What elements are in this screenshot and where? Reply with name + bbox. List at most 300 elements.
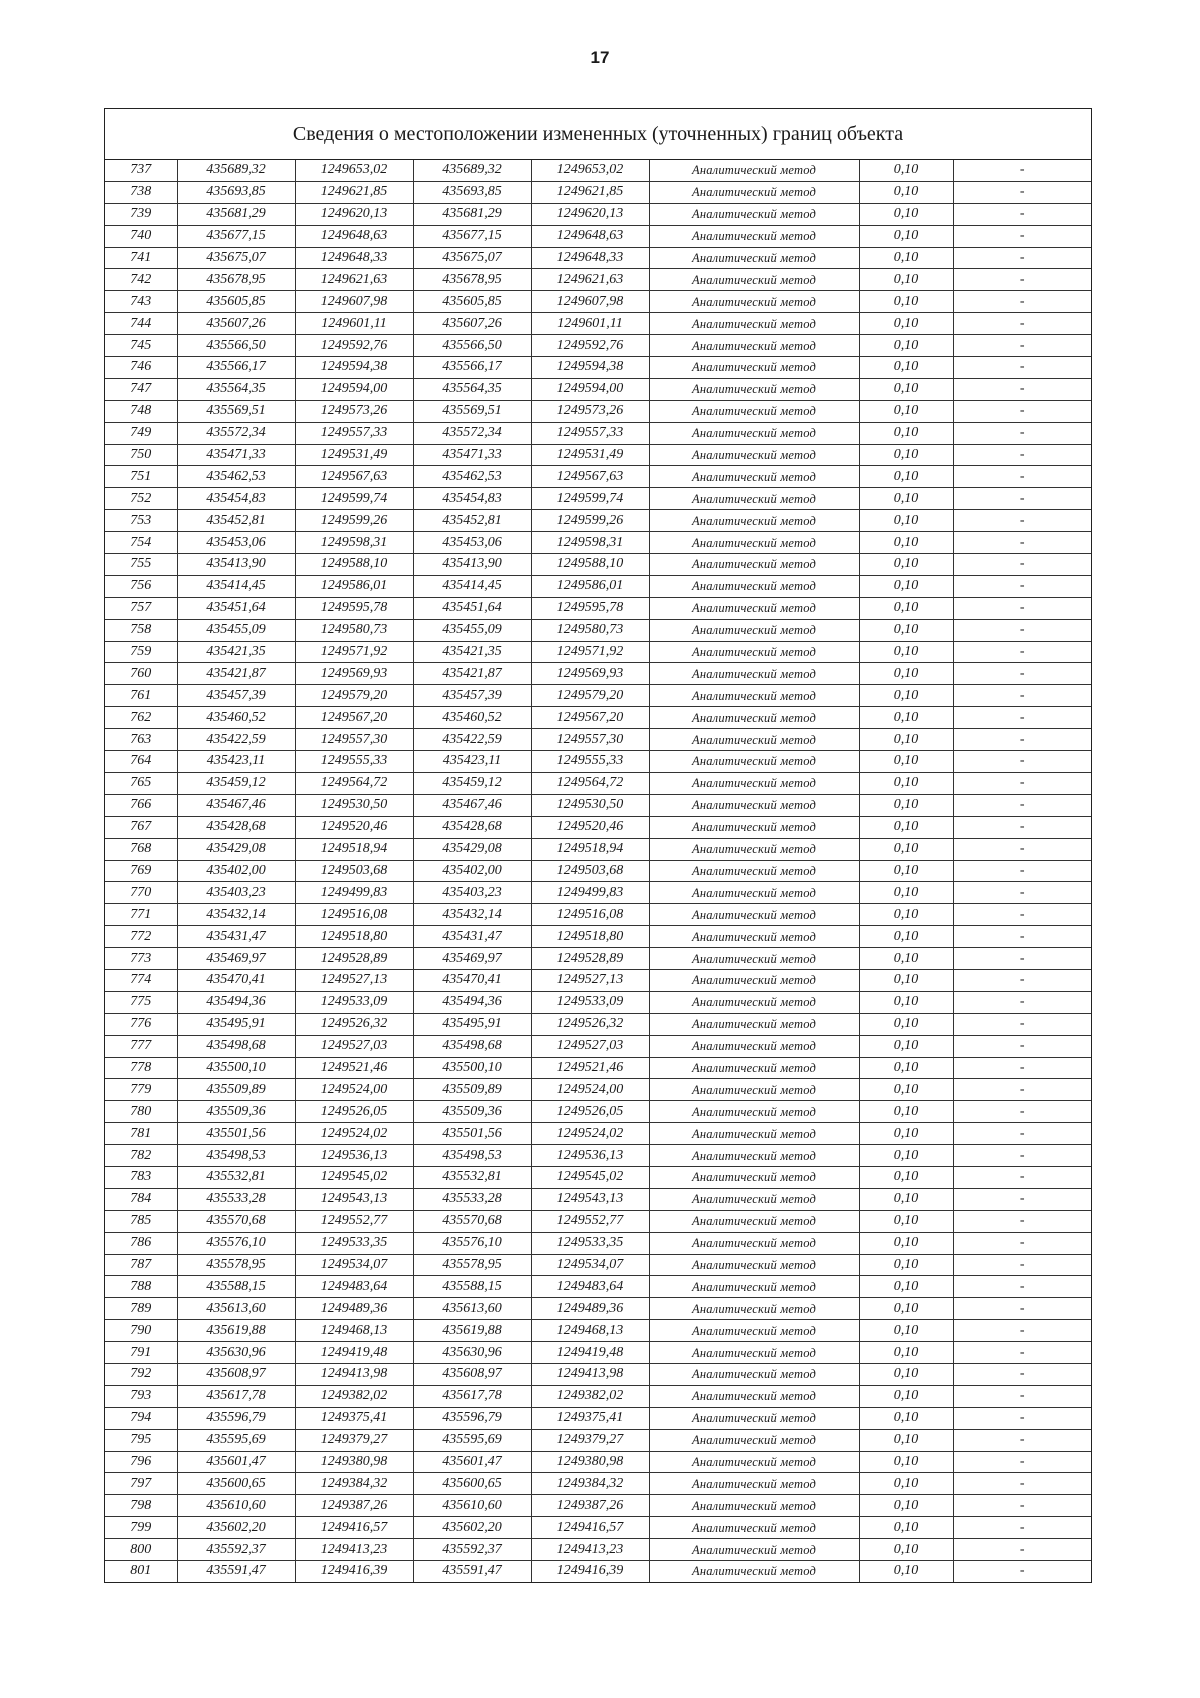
x-updated-cell: 435578,95	[413, 1254, 531, 1276]
method-cell: Аналитический метод	[649, 1123, 859, 1145]
x-existing-cell: 435455,09	[177, 619, 295, 641]
point-number-cell: 757	[105, 597, 177, 619]
y-updated-cell: 1249648,63	[531, 225, 649, 247]
point-number-cell: 790	[105, 1320, 177, 1342]
y-updated-cell: 1249533,09	[531, 991, 649, 1013]
y-updated-cell: 1249533,35	[531, 1232, 649, 1254]
table-row	[105, 969, 1091, 991]
description-cell: -	[953, 1385, 1091, 1407]
description-cell: -	[953, 794, 1091, 816]
x-existing-cell: 435470,41	[177, 969, 295, 991]
point-number-cell: 749	[105, 422, 177, 444]
x-updated-cell: 435617,78	[413, 1385, 531, 1407]
point-number-cell: 775	[105, 991, 177, 1013]
y-existing-cell: 1249598,31	[295, 532, 413, 554]
x-existing-cell: 435602,20	[177, 1517, 295, 1539]
x-existing-cell: 435689,32	[177, 160, 295, 181]
table-row	[105, 838, 1091, 860]
y-updated-cell: 1249621,63	[531, 269, 649, 291]
x-existing-cell: 435608,97	[177, 1363, 295, 1385]
precision-cell: 0,10	[859, 1079, 953, 1101]
description-cell: -	[953, 882, 1091, 904]
y-existing-cell: 1249543,13	[295, 1188, 413, 1210]
x-existing-cell: 435595,69	[177, 1429, 295, 1451]
description-cell: -	[953, 291, 1091, 313]
description-cell: -	[953, 1473, 1091, 1495]
table-row	[105, 1561, 1091, 1582]
y-existing-cell: 1249555,33	[295, 751, 413, 773]
x-existing-cell: 435564,35	[177, 378, 295, 400]
description-cell: -	[953, 838, 1091, 860]
table-row	[105, 1451, 1091, 1473]
x-updated-cell: 435421,35	[413, 641, 531, 663]
table-row	[105, 860, 1091, 882]
point-number-cell: 745	[105, 335, 177, 357]
description-cell: -	[953, 1188, 1091, 1210]
method-cell: Аналитический метод	[649, 1451, 859, 1473]
method-cell: Аналитический метод	[649, 1057, 859, 1079]
y-updated-cell: 1249382,02	[531, 1385, 649, 1407]
point-number-cell: 743	[105, 291, 177, 313]
point-number-cell: 760	[105, 663, 177, 685]
precision-cell: 0,10	[859, 729, 953, 751]
y-updated-cell: 1249530,50	[531, 794, 649, 816]
x-updated-cell: 435470,41	[413, 969, 531, 991]
y-updated-cell: 1249567,20	[531, 707, 649, 729]
precision-cell: 0,10	[859, 1429, 953, 1451]
y-existing-cell: 1249594,00	[295, 378, 413, 400]
x-existing-cell: 435451,64	[177, 597, 295, 619]
table-row	[105, 291, 1091, 313]
point-number-cell: 781	[105, 1123, 177, 1145]
y-existing-cell: 1249579,20	[295, 685, 413, 707]
method-cell: Аналитический метод	[649, 225, 859, 247]
y-existing-cell: 1249607,98	[295, 291, 413, 313]
description-cell: -	[953, 1101, 1091, 1123]
point-number-cell: 782	[105, 1145, 177, 1167]
y-updated-cell: 1249595,78	[531, 597, 649, 619]
y-updated-cell: 1249579,20	[531, 685, 649, 707]
point-number-cell: 758	[105, 619, 177, 641]
table-row	[105, 751, 1091, 773]
method-cell: Аналитический метод	[649, 1035, 859, 1057]
y-updated-cell: 1249567,63	[531, 466, 649, 488]
y-existing-cell: 1249533,09	[295, 991, 413, 1013]
table-row	[105, 335, 1091, 357]
y-updated-cell: 1249599,26	[531, 510, 649, 532]
x-existing-cell: 435607,26	[177, 313, 295, 335]
point-number-cell: 762	[105, 707, 177, 729]
method-cell: Аналитический метод	[649, 1188, 859, 1210]
y-existing-cell: 1249567,63	[295, 466, 413, 488]
precision-cell: 0,10	[859, 225, 953, 247]
table-row	[105, 1013, 1091, 1035]
method-cell: Аналитический метод	[649, 1210, 859, 1232]
y-updated-cell: 1249527,13	[531, 969, 649, 991]
method-cell: Аналитический метод	[649, 772, 859, 794]
point-number-cell: 774	[105, 969, 177, 991]
point-number-cell: 770	[105, 882, 177, 904]
y-existing-cell: 1249620,13	[295, 203, 413, 225]
x-updated-cell: 435501,56	[413, 1123, 531, 1145]
precision-cell: 0,10	[859, 1385, 953, 1407]
table-row	[105, 948, 1091, 970]
table-row	[105, 685, 1091, 707]
point-number-cell: 741	[105, 247, 177, 269]
precision-cell: 0,10	[859, 1166, 953, 1188]
table-row	[105, 1473, 1091, 1495]
description-cell: -	[953, 225, 1091, 247]
precision-cell: 0,10	[859, 313, 953, 335]
y-existing-cell: 1249526,05	[295, 1101, 413, 1123]
method-cell: Аналитический метод	[649, 160, 859, 181]
method-cell: Аналитический метод	[649, 269, 859, 291]
x-existing-cell: 435532,81	[177, 1166, 295, 1188]
x-updated-cell: 435675,07	[413, 247, 531, 269]
y-existing-cell: 1249564,72	[295, 772, 413, 794]
point-number-cell: 739	[105, 203, 177, 225]
method-cell: Аналитический метод	[649, 422, 859, 444]
x-updated-cell: 435630,96	[413, 1342, 531, 1364]
point-number-cell: 785	[105, 1210, 177, 1232]
table-row	[105, 1079, 1091, 1101]
method-cell: Аналитический метод	[649, 751, 859, 773]
x-existing-cell: 435498,53	[177, 1145, 295, 1167]
y-existing-cell: 1249527,13	[295, 969, 413, 991]
y-existing-cell: 1249599,26	[295, 510, 413, 532]
description-cell: -	[953, 1342, 1091, 1364]
table-row	[105, 1407, 1091, 1429]
y-updated-cell: 1249419,48	[531, 1342, 649, 1364]
page-number: 17	[590, 48, 610, 67]
precision-cell: 0,10	[859, 641, 953, 663]
description-cell: -	[953, 751, 1091, 773]
y-updated-cell: 1249387,26	[531, 1495, 649, 1517]
method-cell: Аналитический метод	[649, 181, 859, 203]
precision-cell: 0,10	[859, 1495, 953, 1517]
y-updated-cell: 1249483,64	[531, 1276, 649, 1298]
x-existing-cell: 435421,35	[177, 641, 295, 663]
x-existing-cell: 435569,51	[177, 400, 295, 422]
x-existing-cell: 435630,96	[177, 1342, 295, 1364]
table-row	[105, 400, 1091, 422]
table-row	[105, 510, 1091, 532]
table-row	[105, 444, 1091, 466]
table-row	[105, 729, 1091, 751]
method-cell: Аналитический метод	[649, 1166, 859, 1188]
y-updated-cell: 1249543,13	[531, 1188, 649, 1210]
point-number-cell: 753	[105, 510, 177, 532]
y-existing-cell: 1249569,93	[295, 663, 413, 685]
y-updated-cell: 1249384,32	[531, 1473, 649, 1495]
precision-cell: 0,10	[859, 1561, 953, 1582]
precision-cell: 0,10	[859, 707, 953, 729]
point-number-cell: 737	[105, 160, 177, 181]
y-updated-cell: 1249499,83	[531, 882, 649, 904]
precision-cell: 0,10	[859, 1254, 953, 1276]
x-existing-cell: 435588,15	[177, 1276, 295, 1298]
y-updated-cell: 1249552,77	[531, 1210, 649, 1232]
y-existing-cell: 1249545,02	[295, 1166, 413, 1188]
x-updated-cell: 435460,52	[413, 707, 531, 729]
method-cell: Аналитический метод	[649, 1517, 859, 1539]
x-existing-cell: 435457,39	[177, 685, 295, 707]
method-cell: Аналитический метод	[649, 575, 859, 597]
x-existing-cell: 435613,60	[177, 1298, 295, 1320]
description-cell: -	[953, 422, 1091, 444]
method-cell: Аналитический метод	[649, 1342, 859, 1364]
precision-cell: 0,10	[859, 794, 953, 816]
precision-cell: 0,10	[859, 291, 953, 313]
precision-cell: 0,10	[859, 1407, 953, 1429]
y-updated-cell: 1249531,49	[531, 444, 649, 466]
table-row	[105, 772, 1091, 794]
method-cell: Аналитический метод	[649, 335, 859, 357]
table-row	[105, 1342, 1091, 1364]
method-cell: Аналитический метод	[649, 597, 859, 619]
x-updated-cell: 435564,35	[413, 378, 531, 400]
x-existing-cell: 435600,65	[177, 1473, 295, 1495]
x-updated-cell: 435423,11	[413, 751, 531, 773]
point-number-cell: 750	[105, 444, 177, 466]
precision-cell: 0,10	[859, 181, 953, 203]
precision-cell: 0,10	[859, 991, 953, 1013]
description-cell: -	[953, 729, 1091, 751]
method-cell: Аналитический метод	[649, 1320, 859, 1342]
point-number-cell: 746	[105, 357, 177, 379]
y-existing-cell: 1249534,07	[295, 1254, 413, 1276]
y-existing-cell: 1249528,89	[295, 948, 413, 970]
precision-cell: 0,10	[859, 1517, 953, 1539]
y-updated-cell: 1249524,02	[531, 1123, 649, 1145]
y-updated-cell: 1249557,30	[531, 729, 649, 751]
description-cell: -	[953, 1539, 1091, 1561]
table-row	[105, 488, 1091, 510]
table-row	[105, 357, 1091, 379]
y-existing-cell: 1249379,27	[295, 1429, 413, 1451]
x-updated-cell: 435454,83	[413, 488, 531, 510]
y-existing-cell: 1249503,68	[295, 860, 413, 882]
point-number-cell: 769	[105, 860, 177, 882]
description-cell: -	[953, 860, 1091, 882]
method-cell: Аналитический метод	[649, 313, 859, 335]
x-updated-cell: 435494,36	[413, 991, 531, 1013]
description-cell: -	[953, 269, 1091, 291]
y-existing-cell: 1249530,50	[295, 794, 413, 816]
table-row	[105, 247, 1091, 269]
y-existing-cell: 1249648,33	[295, 247, 413, 269]
precision-cell: 0,10	[859, 488, 953, 510]
description-cell: -	[953, 969, 1091, 991]
x-updated-cell: 435467,46	[413, 794, 531, 816]
point-number-cell: 755	[105, 554, 177, 576]
x-updated-cell: 435566,50	[413, 335, 531, 357]
y-updated-cell: 1249557,33	[531, 422, 649, 444]
x-updated-cell: 435610,60	[413, 1495, 531, 1517]
description-cell: -	[953, 685, 1091, 707]
precision-cell: 0,10	[859, 1145, 953, 1167]
table-row	[105, 1517, 1091, 1539]
x-updated-cell: 435566,17	[413, 357, 531, 379]
y-updated-cell: 1249518,80	[531, 926, 649, 948]
point-number-cell: 792	[105, 1363, 177, 1385]
point-number-cell: 748	[105, 400, 177, 422]
description-cell: -	[953, 1495, 1091, 1517]
description-cell: -	[953, 948, 1091, 970]
description-cell: -	[953, 444, 1091, 466]
x-existing-cell: 435421,87	[177, 663, 295, 685]
x-updated-cell: 435457,39	[413, 685, 531, 707]
x-existing-cell: 435533,28	[177, 1188, 295, 1210]
x-updated-cell: 435403,23	[413, 882, 531, 904]
y-existing-cell: 1249518,80	[295, 926, 413, 948]
x-existing-cell: 435601,47	[177, 1451, 295, 1473]
y-existing-cell: 1249552,77	[295, 1210, 413, 1232]
point-number-cell: 767	[105, 816, 177, 838]
point-number-cell: 798	[105, 1495, 177, 1517]
table-body	[105, 160, 1091, 1582]
y-updated-cell: 1249468,13	[531, 1320, 649, 1342]
y-existing-cell: 1249518,94	[295, 838, 413, 860]
x-existing-cell: 435413,90	[177, 554, 295, 576]
x-updated-cell: 435602,20	[413, 1517, 531, 1539]
x-existing-cell: 435422,59	[177, 729, 295, 751]
x-updated-cell: 435601,47	[413, 1451, 531, 1473]
x-existing-cell: 435414,45	[177, 575, 295, 597]
y-existing-cell: 1249573,26	[295, 400, 413, 422]
y-updated-cell: 1249648,33	[531, 247, 649, 269]
x-existing-cell: 435494,36	[177, 991, 295, 1013]
precision-cell: 0,10	[859, 663, 953, 685]
method-cell: Аналитический метод	[649, 554, 859, 576]
x-existing-cell: 435572,34	[177, 422, 295, 444]
description-cell: -	[953, 597, 1091, 619]
precision-cell: 0,10	[859, 335, 953, 357]
x-updated-cell: 435422,59	[413, 729, 531, 751]
precision-cell: 0,10	[859, 685, 953, 707]
description-cell: -	[953, 181, 1091, 203]
precision-cell: 0,10	[859, 554, 953, 576]
precision-cell: 0,10	[859, 1342, 953, 1364]
method-cell: Аналитический метод	[649, 948, 859, 970]
precision-cell: 0,10	[859, 1276, 953, 1298]
point-number-cell: 763	[105, 729, 177, 751]
y-updated-cell: 1249516,08	[531, 904, 649, 926]
method-cell: Аналитический метод	[649, 860, 859, 882]
x-updated-cell: 435533,28	[413, 1188, 531, 1210]
description-cell: -	[953, 400, 1091, 422]
point-number-cell: 780	[105, 1101, 177, 1123]
x-updated-cell: 435432,14	[413, 904, 531, 926]
table-row	[105, 160, 1091, 181]
precision-cell: 0,10	[859, 1451, 953, 1473]
y-existing-cell: 1249601,11	[295, 313, 413, 335]
x-updated-cell: 435498,53	[413, 1145, 531, 1167]
point-number-cell: 791	[105, 1342, 177, 1364]
table-row	[105, 1254, 1091, 1276]
method-cell: Аналитический метод	[649, 291, 859, 313]
y-updated-cell: 1249379,27	[531, 1429, 649, 1451]
point-number-cell: 773	[105, 948, 177, 970]
x-existing-cell: 435452,81	[177, 510, 295, 532]
table-row	[105, 575, 1091, 597]
x-existing-cell: 435570,68	[177, 1210, 295, 1232]
y-existing-cell: 1249520,46	[295, 816, 413, 838]
point-number-cell: 787	[105, 1254, 177, 1276]
precision-cell: 0,10	[859, 575, 953, 597]
table-row	[105, 1145, 1091, 1167]
description-cell: -	[953, 1276, 1091, 1298]
point-number-cell: 801	[105, 1561, 177, 1582]
y-updated-cell: 1249545,02	[531, 1166, 649, 1188]
y-existing-cell: 1249413,23	[295, 1539, 413, 1561]
y-existing-cell: 1249380,98	[295, 1451, 413, 1473]
table-row	[105, 991, 1091, 1013]
precision-cell: 0,10	[859, 838, 953, 860]
description-cell: -	[953, 488, 1091, 510]
precision-cell: 0,10	[859, 357, 953, 379]
table-row	[105, 466, 1091, 488]
precision-cell: 0,10	[859, 510, 953, 532]
description-cell: -	[953, 203, 1091, 225]
x-updated-cell: 435681,29	[413, 203, 531, 225]
point-number-cell: 752	[105, 488, 177, 510]
description-cell: -	[953, 1429, 1091, 1451]
method-cell: Аналитический метод	[649, 1232, 859, 1254]
precision-cell: 0,10	[859, 269, 953, 291]
x-updated-cell: 435431,47	[413, 926, 531, 948]
point-number-cell: 771	[105, 904, 177, 926]
point-number-cell: 788	[105, 1276, 177, 1298]
x-existing-cell: 435617,78	[177, 1385, 295, 1407]
x-updated-cell: 435595,69	[413, 1429, 531, 1451]
x-existing-cell: 435462,53	[177, 466, 295, 488]
table-row	[105, 794, 1091, 816]
x-updated-cell: 435498,68	[413, 1035, 531, 1057]
x-existing-cell: 435566,50	[177, 335, 295, 357]
y-existing-cell: 1249382,02	[295, 1385, 413, 1407]
x-existing-cell: 435467,46	[177, 794, 295, 816]
method-cell: Аналитический метод	[649, 247, 859, 269]
x-updated-cell: 435455,09	[413, 619, 531, 641]
x-updated-cell: 435600,65	[413, 1473, 531, 1495]
x-existing-cell: 435403,23	[177, 882, 295, 904]
x-updated-cell: 435588,15	[413, 1276, 531, 1298]
point-number-cell: 783	[105, 1166, 177, 1188]
x-existing-cell: 435453,06	[177, 532, 295, 554]
x-updated-cell: 435592,37	[413, 1539, 531, 1561]
x-existing-cell: 435681,29	[177, 203, 295, 225]
point-number-cell: 747	[105, 378, 177, 400]
precision-cell: 0,10	[859, 1320, 953, 1342]
table-row	[105, 1123, 1091, 1145]
x-updated-cell: 435607,26	[413, 313, 531, 335]
method-cell: Аналитический метод	[649, 969, 859, 991]
x-existing-cell: 435402,00	[177, 860, 295, 882]
x-updated-cell: 435500,10	[413, 1057, 531, 1079]
precision-cell: 0,10	[859, 948, 953, 970]
method-cell: Аналитический метод	[649, 816, 859, 838]
method-cell: Аналитический метод	[649, 466, 859, 488]
precision-cell: 0,10	[859, 1188, 953, 1210]
description-cell: -	[953, 247, 1091, 269]
point-number-cell: 784	[105, 1188, 177, 1210]
y-updated-cell: 1249592,76	[531, 335, 649, 357]
x-existing-cell: 435498,68	[177, 1035, 295, 1057]
description-cell: -	[953, 1407, 1091, 1429]
method-cell: Аналитический метод	[649, 1145, 859, 1167]
x-existing-cell: 435500,10	[177, 1057, 295, 1079]
